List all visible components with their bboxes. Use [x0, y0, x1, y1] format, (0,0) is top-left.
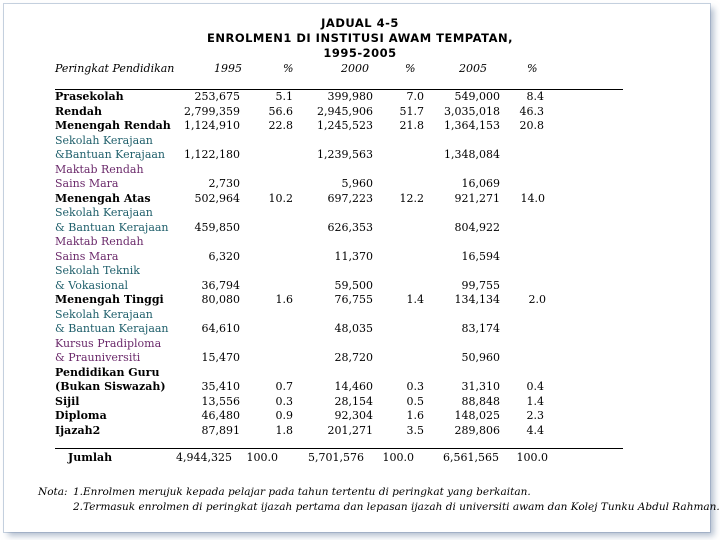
cell-v1995: 64,610: [201, 322, 240, 335]
row-label: Maktab Rendah: [55, 235, 144, 248]
table-period: 1995-2005: [323, 46, 397, 60]
cell-p2005: 0.4: [526, 380, 544, 393]
cell-v1995: 46,480: [201, 409, 240, 422]
total-rule: [55, 448, 623, 449]
row-label: & Bantuan Kerajaan: [55, 322, 169, 335]
row-label: Menengah Atas: [55, 191, 151, 205]
cell-v2000: 28,720: [334, 351, 373, 364]
cell-p2005: 8.4: [526, 90, 544, 103]
row-label: Rendah: [55, 104, 102, 118]
cell-p2000: 1.6: [406, 409, 424, 422]
cell-p1995: 0.3: [275, 394, 293, 408]
header-level: Peringkat Pendidikan: [55, 62, 175, 75]
cell-p2000: 0.5: [406, 394, 424, 408]
cell-v1995: 15,470: [201, 351, 240, 364]
cell-p2000: 1.4: [406, 293, 424, 306]
cell-v2000: 2,945,906: [317, 104, 373, 118]
cell-v2005: 1,348,084: [444, 148, 500, 161]
cell-p2000: 51.7: [399, 104, 424, 118]
total-1995: 4,944,325: [176, 451, 232, 464]
row-label: Sekolah Kerajaan: [55, 133, 153, 147]
cell-v2005: 289,806: [454, 423, 500, 437]
note-2: 2.Termasuk enrolmen di peringkat ijazah pertama dan lepasan ijazah di universiti awam dan Kolej Tunku Abdul Rahman.: [73, 501, 720, 513]
cell-p2000: 0.3: [406, 380, 424, 393]
cell-v2005: 31,310: [461, 380, 500, 393]
cell-p1995: 1.8: [275, 423, 293, 437]
row-label: Sekolah Teknik: [55, 264, 140, 277]
cell-v2005: 83,174: [461, 322, 500, 335]
row-label: Menengah Tinggi: [55, 293, 164, 306]
cell-p2000: 21.8: [399, 119, 424, 132]
total-pct-2005: 100.0: [516, 451, 548, 464]
cell-v2000: 59,500: [334, 278, 373, 292]
row-label: Diploma: [55, 409, 107, 422]
table-title: ENROLMEN1 DI INSTITUSI AWAM TEMPATAN,: [206, 31, 514, 45]
table-number: JADUAL 4-5: [321, 16, 399, 30]
cell-p1995: 0.7: [275, 380, 293, 393]
cell-p2005: 2.0: [528, 293, 546, 306]
cell-p2005: 2.3: [526, 409, 544, 422]
cell-v2000: 1,245,523: [317, 119, 373, 132]
cell-v1995: 87,891: [201, 423, 240, 437]
row-label: Ijazah2: [55, 423, 101, 437]
header-1995: 1995: [214, 62, 242, 75]
cell-v1995: 253,675: [194, 90, 240, 103]
cell-v1995: 1,122,180: [184, 148, 240, 161]
cell-v1995: 36,794: [201, 278, 240, 292]
row-label: Pendidikan Guru: [55, 365, 160, 379]
cell-p2005: 1.4: [526, 394, 544, 408]
cell-v2005: 16,594: [461, 249, 500, 263]
total-label: Jumlah: [68, 451, 113, 464]
cell-p2005: 46.3: [519, 104, 544, 118]
cell-v1995: 459,850: [194, 220, 240, 234]
cell-p2000: 12.2: [399, 191, 424, 205]
cell-v2005: 549,000: [454, 90, 500, 103]
cell-v2005: 99,755: [461, 278, 500, 292]
cell-v2000: 14,460: [334, 380, 373, 393]
cell-v1995: 1,124,910: [184, 119, 240, 132]
cell-v2000: 201,271: [327, 423, 373, 437]
cell-p1995: 22.8: [268, 119, 293, 132]
header-pct-1995: %: [283, 62, 294, 75]
cell-p2005: 20.8: [519, 119, 544, 132]
cell-p2005: 14.0: [520, 191, 545, 205]
row-label: & Bantuan Kerajaan: [55, 220, 169, 234]
cell-v2005: 134,134: [454, 293, 500, 306]
header-2000: 2000: [341, 62, 369, 75]
total-pct-2000: 100.0: [382, 451, 414, 464]
cell-v2000: 76,755: [334, 293, 373, 306]
cell-v2005: 1,364,153: [444, 119, 500, 132]
cell-v2000: 399,980: [327, 90, 373, 103]
cell-p2000: 7.0: [406, 90, 424, 103]
row-label: Sekolah Kerajaan: [55, 206, 153, 219]
total-2005: 6,561,565: [443, 451, 499, 464]
row-label: Kursus Pradiploma: [55, 336, 162, 350]
cell-v2000: 28,154: [334, 394, 373, 408]
row-label: Sains Mara: [55, 249, 119, 263]
header-pct-2000: %: [405, 62, 416, 75]
cell-v2005: 16,069: [461, 177, 500, 190]
cell-v2005: 50,960: [461, 351, 500, 364]
cell-v2000: 5,960: [341, 177, 373, 190]
cell-v1995: 80,080: [201, 293, 240, 306]
cell-v2000: 697,223: [327, 191, 373, 205]
note-1: 1.Enrolmen merujuk kepada pelajar pada tahun tertentu di peringkat yang berkaitan.: [73, 486, 531, 498]
note-prefix: Nota:: [38, 486, 68, 498]
cell-v1995: 13,556: [201, 394, 240, 408]
header-pct-2005: %: [527, 62, 538, 75]
row-label: Sekolah Kerajaan: [55, 307, 153, 321]
cell-p2005: 4.4: [526, 423, 544, 437]
cell-p1995: 5.1: [275, 90, 293, 103]
cell-v2000: 48,035: [334, 322, 373, 335]
row-label: Prasekolah: [55, 90, 124, 103]
row-label: Sijil: [55, 394, 80, 408]
row-label: & Vokasional: [55, 278, 129, 292]
row-label: & Prauniversiti: [55, 351, 141, 364]
cell-v1995: 2,730: [208, 177, 240, 190]
cell-v2005: 921,271: [454, 191, 500, 205]
total-2000: 5,701,576: [308, 451, 364, 464]
cell-v1995: 2,799,359: [184, 104, 240, 118]
row-label: &Bantuan Kerajaan: [55, 148, 166, 161]
cell-p1995: 56.6: [268, 104, 293, 118]
cell-p2000: 3.5: [406, 423, 424, 437]
header-2005: 2005: [459, 62, 487, 75]
cell-v2005: 804,922: [454, 220, 500, 234]
cell-v2000: 1,239,563: [317, 148, 373, 161]
cell-v1995: 6,320: [208, 249, 240, 263]
cell-v2000: 92,304: [334, 409, 373, 422]
cell-v2000: 11,370: [334, 249, 373, 263]
cell-v2000: 626,353: [327, 220, 373, 234]
row-label: (Bukan Siswazah): [55, 380, 166, 393]
cell-p1995: 1.6: [275, 293, 293, 306]
cell-v2005: 148,025: [454, 409, 500, 422]
cell-v1995: 35,410: [201, 380, 240, 393]
cell-p1995: 0.9: [275, 409, 293, 422]
cell-v2005: 88,848: [461, 394, 500, 408]
row-label: Menengah Rendah: [55, 119, 171, 132]
row-label: Sains Mara: [55, 177, 119, 190]
cell-v1995: 502,964: [194, 191, 240, 205]
total-pct-1995: 100.0: [246, 451, 278, 464]
cell-p1995: 10.2: [268, 191, 293, 205]
cell-v2005: 3,035,018: [444, 104, 500, 118]
row-label: Maktab Rendah: [55, 162, 144, 176]
